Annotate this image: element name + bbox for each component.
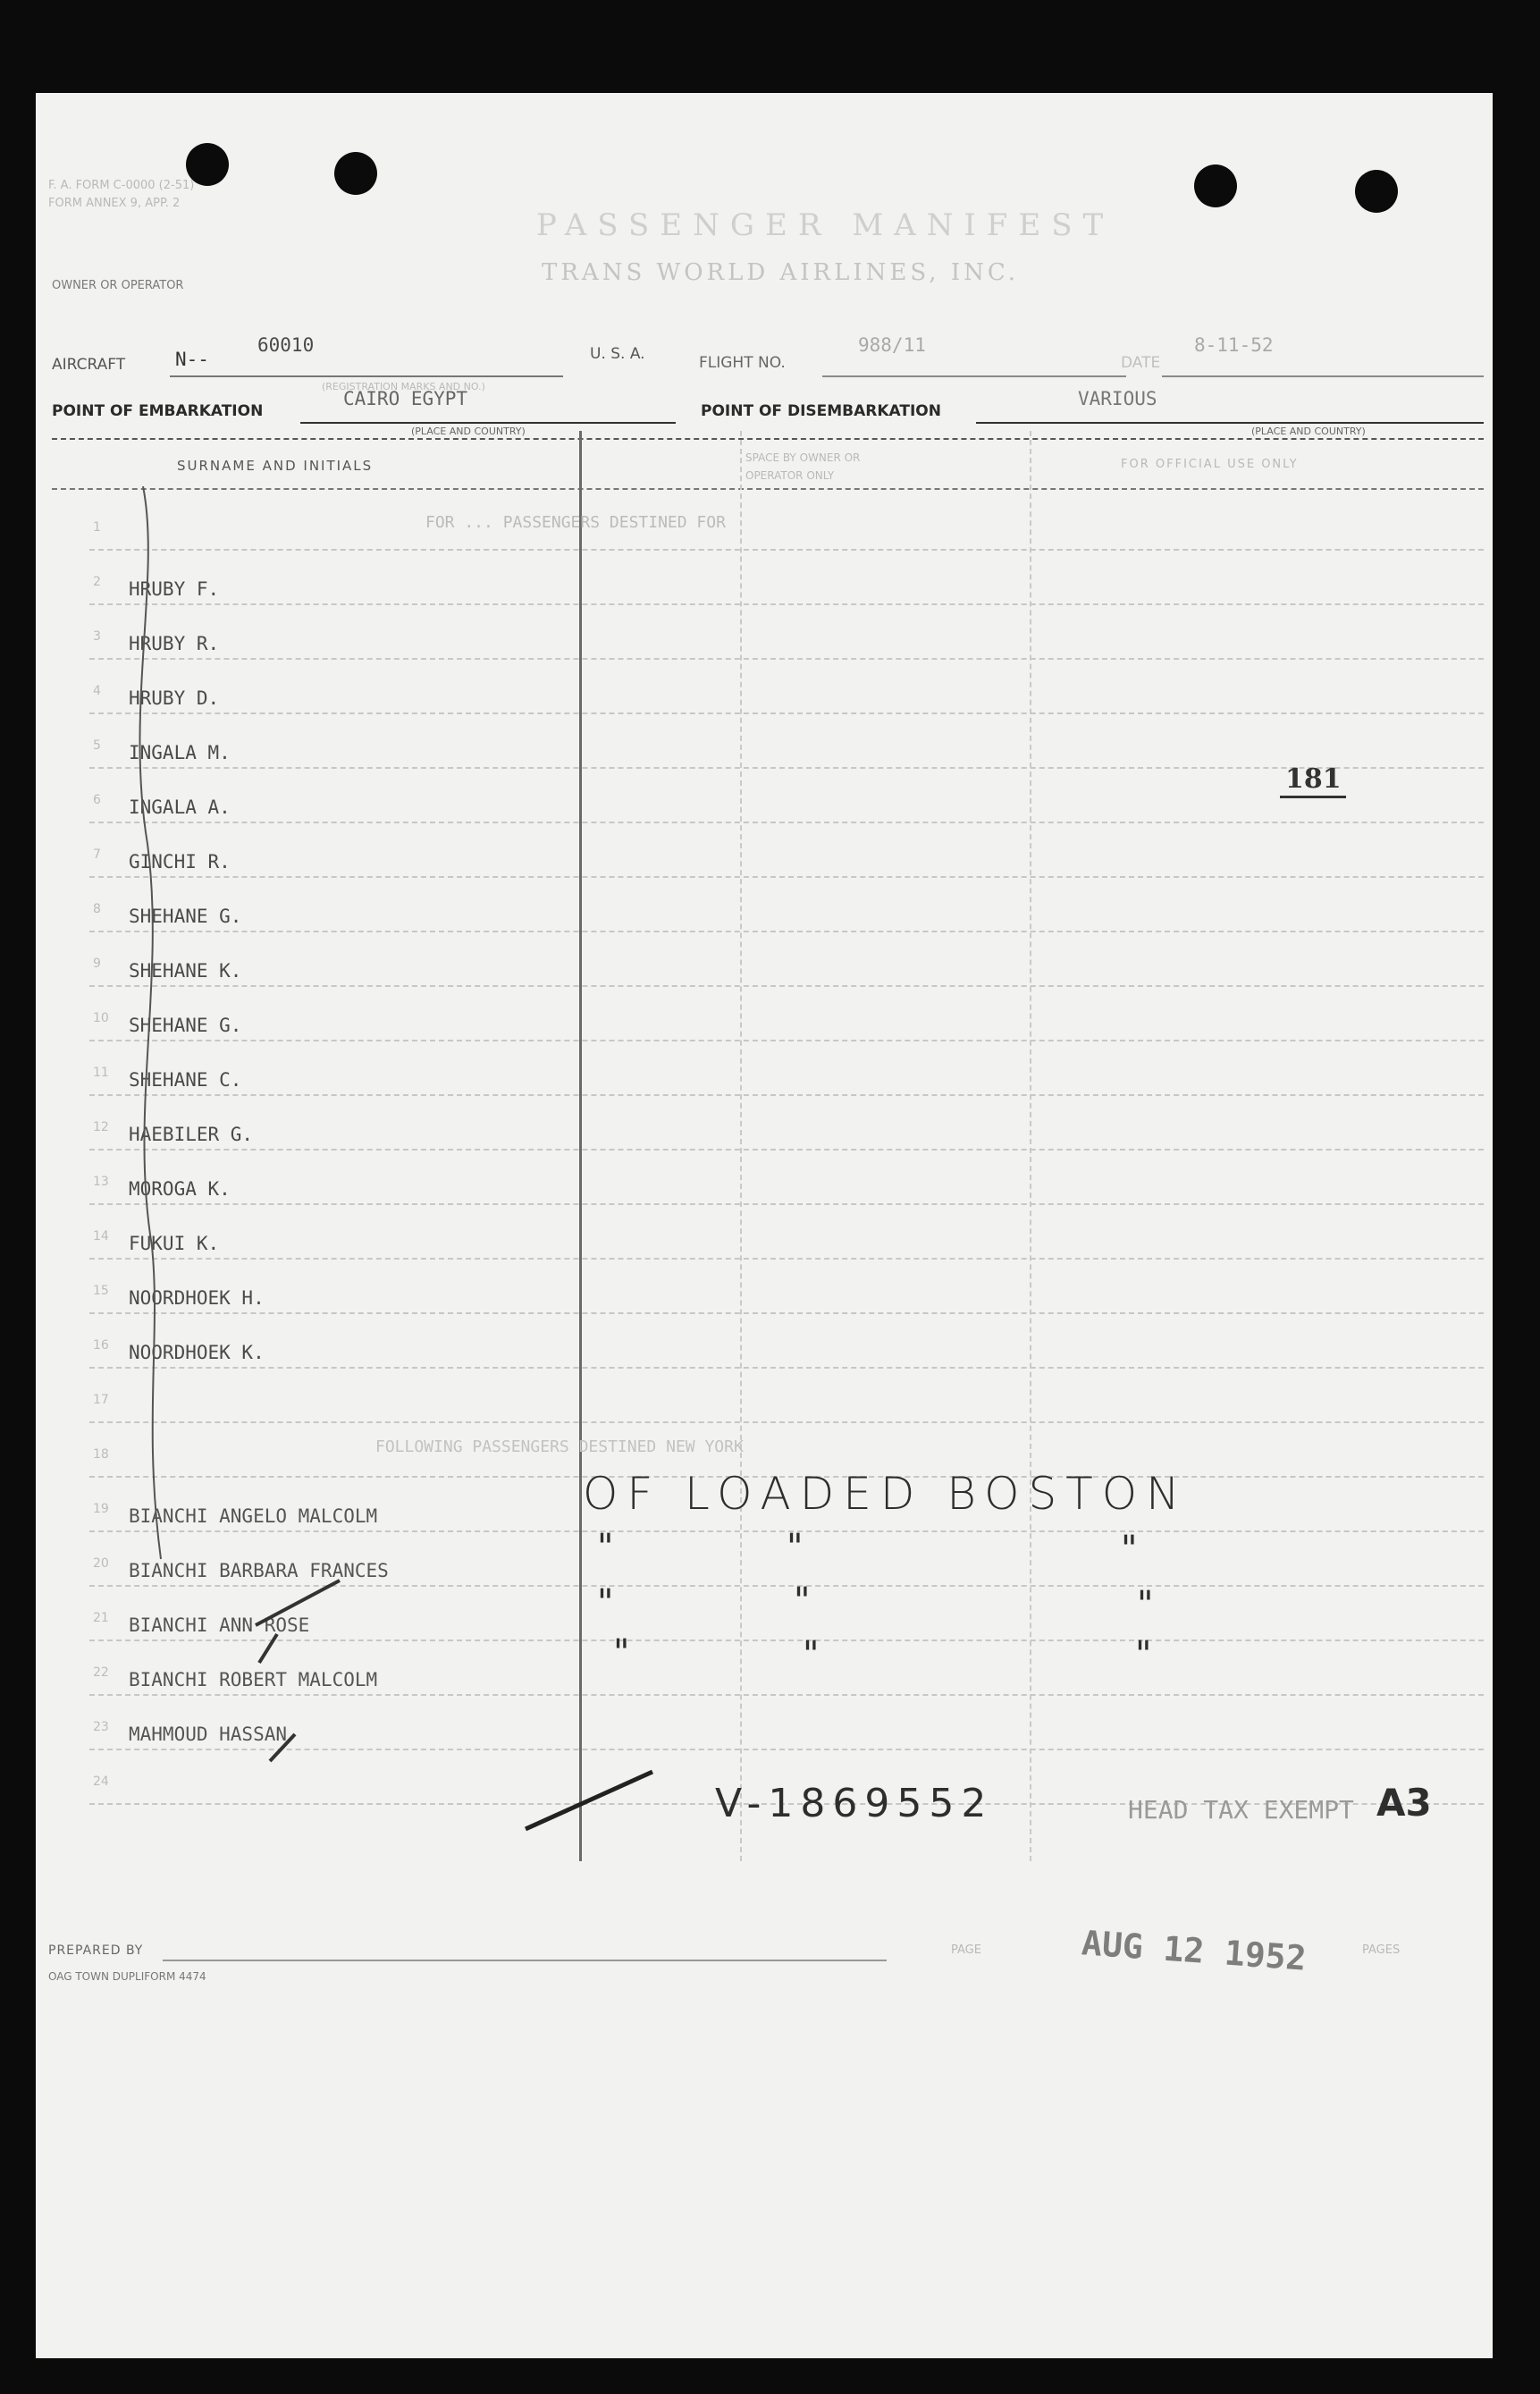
place-label: (PLACE AND COUNTRY) xyxy=(411,426,526,437)
row-number: 18 xyxy=(93,1447,109,1462)
passenger-name: MAHMOUD HASSAN xyxy=(129,1724,288,1745)
date-value: 8-11-52 xyxy=(1194,334,1274,356)
page-label: PAGE xyxy=(951,1943,981,1957)
row-18-note: FOLLOWING PASSENGERS DESTINED NEW YORK xyxy=(375,1437,744,1456)
loaded-boston-note: OF LOADED BOSTON xyxy=(583,1468,1189,1520)
form-code-2: FORM ANNEX 9, APP. 2 xyxy=(48,197,181,210)
passenger-name: SHEHANE C. xyxy=(129,1069,242,1091)
row-number: 15 xyxy=(93,1284,109,1298)
row-number: 13 xyxy=(93,1175,109,1189)
row-number: 1 xyxy=(93,520,101,535)
airline-name: TRANS WORLD AIRLINES, INC. xyxy=(542,259,1020,286)
passenger-name: BIANCHI ANN ROSE xyxy=(129,1614,310,1636)
row-number: 22 xyxy=(93,1665,109,1680)
usa-label: U. S. A. xyxy=(590,345,645,363)
column-owner-use: SPACE BY OWNER OR OPERATOR ONLY xyxy=(745,451,861,482)
row-number: 14 xyxy=(93,1229,109,1243)
ditto-mark: " xyxy=(803,1634,820,1675)
passenger-name: SHEHANE G. xyxy=(129,1015,242,1036)
row-number: 24 xyxy=(93,1774,109,1789)
passenger-name: HRUBY R. xyxy=(129,633,220,654)
flight-number: 988/11 xyxy=(858,334,926,356)
passenger-name: NOORDHOEK H. xyxy=(129,1287,265,1309)
column-surname: SURNAME AND INITIALS xyxy=(177,458,374,474)
row-number: 12 xyxy=(93,1120,109,1134)
aircraft-label: AIRCRAFT xyxy=(52,356,126,374)
ditto-mark: " xyxy=(1135,1634,1152,1675)
row-number: 11 xyxy=(93,1066,109,1080)
row-number: 7 xyxy=(93,847,101,862)
ditto-mark: " xyxy=(597,1527,614,1568)
row-number: 4 xyxy=(93,684,101,698)
passenger-name: NOORDHOEK K. xyxy=(129,1342,265,1363)
ditto-mark: " xyxy=(1121,1529,1138,1570)
passenger-name: GINCHI R. xyxy=(129,851,231,872)
row-number: 8 xyxy=(93,902,101,916)
visa-number: V-1869552 xyxy=(715,1781,994,1826)
row-number: 20 xyxy=(93,1556,109,1571)
row-number: 16 xyxy=(93,1338,109,1353)
row-number: 3 xyxy=(93,629,101,644)
row-number: 10 xyxy=(93,1011,109,1025)
row-number: 23 xyxy=(93,1720,109,1734)
passenger-name: HAEBILER G. xyxy=(129,1124,254,1145)
column-official-use: FOR OFFICIAL USE ONLY xyxy=(1121,458,1299,471)
manifest-title: PASSENGER MANIFEST xyxy=(536,207,1115,243)
ditto-mark: " xyxy=(794,1581,811,1622)
strike-marks xyxy=(36,93,1493,1881)
row-number: 5 xyxy=(93,738,101,753)
ditto-mark: " xyxy=(787,1527,804,1568)
row-number: 17 xyxy=(93,1393,109,1407)
date-stamp: AUG 12 1952 xyxy=(1080,1923,1308,1978)
disembark-label: POINT OF DISEMBARKATION xyxy=(701,402,941,420)
passenger-name: FUKUI K. xyxy=(129,1233,220,1254)
prepared-by-label: PREPARED BY xyxy=(48,1943,144,1958)
form-code-1: F. A. FORM C-0000 (2-51) xyxy=(48,179,195,192)
passenger-name: INGALA M. xyxy=(129,742,231,763)
passenger-name: BIANCHI BARBARA FRANCES xyxy=(129,1560,389,1581)
head-tax-code: A3 xyxy=(1376,1781,1432,1825)
aircraft-prefix: N-- xyxy=(175,349,209,370)
form-note: OAG TOWN DUPLIFORM 4474 xyxy=(48,1970,206,1983)
passenger-name: SHEHANE G. xyxy=(129,906,242,927)
passenger-name: HRUBY D. xyxy=(129,687,220,709)
registration-label: (REGISTRATION MARKS AND NO.) xyxy=(322,381,485,392)
flight-label: FLIGHT NO. xyxy=(699,354,786,372)
passenger-name: INGALA A. xyxy=(129,797,231,818)
passenger-name: SHEHANE K. xyxy=(129,960,242,982)
embark-value: CAIRO EGYPT xyxy=(343,388,468,409)
page-number: 181 xyxy=(1285,763,1342,795)
date-label: DATE xyxy=(1121,354,1161,372)
ditto-mark: " xyxy=(613,1632,630,1673)
aircraft-number: 60010 xyxy=(257,334,315,356)
pages-label: PAGES xyxy=(1362,1943,1401,1957)
owner-label: OWNER OR OPERATOR xyxy=(52,279,184,292)
row-number: 21 xyxy=(93,1611,109,1625)
place-label-2: (PLACE AND COUNTRY) xyxy=(1251,426,1366,437)
row-number: 6 xyxy=(93,793,101,807)
passenger-name: BIANCHI ANGELO MALCOLM xyxy=(129,1505,378,1527)
manifest-sheet xyxy=(36,93,1493,2358)
passenger-name: HRUBY F. xyxy=(129,578,220,600)
row-number: 2 xyxy=(93,575,101,589)
prepared-by-line xyxy=(163,1960,887,1961)
head-tax-stamp: HEAD TAX EXEMPT xyxy=(1128,1795,1354,1825)
embark-label: POINT OF EMBARKATION xyxy=(52,402,264,420)
ditto-mark: " xyxy=(597,1582,614,1623)
disembark-value: VARIOUS xyxy=(1078,388,1157,409)
ditto-mark: " xyxy=(1137,1584,1154,1625)
passenger-name: MOROGA K. xyxy=(129,1178,231,1200)
row-number: 19 xyxy=(93,1502,109,1516)
passenger-name: BIANCHI ROBERT MALCOLM xyxy=(129,1669,378,1690)
row-1-note: FOR ... PASSENGERS DESTINED FOR xyxy=(425,513,726,532)
row-number: 9 xyxy=(93,957,101,971)
